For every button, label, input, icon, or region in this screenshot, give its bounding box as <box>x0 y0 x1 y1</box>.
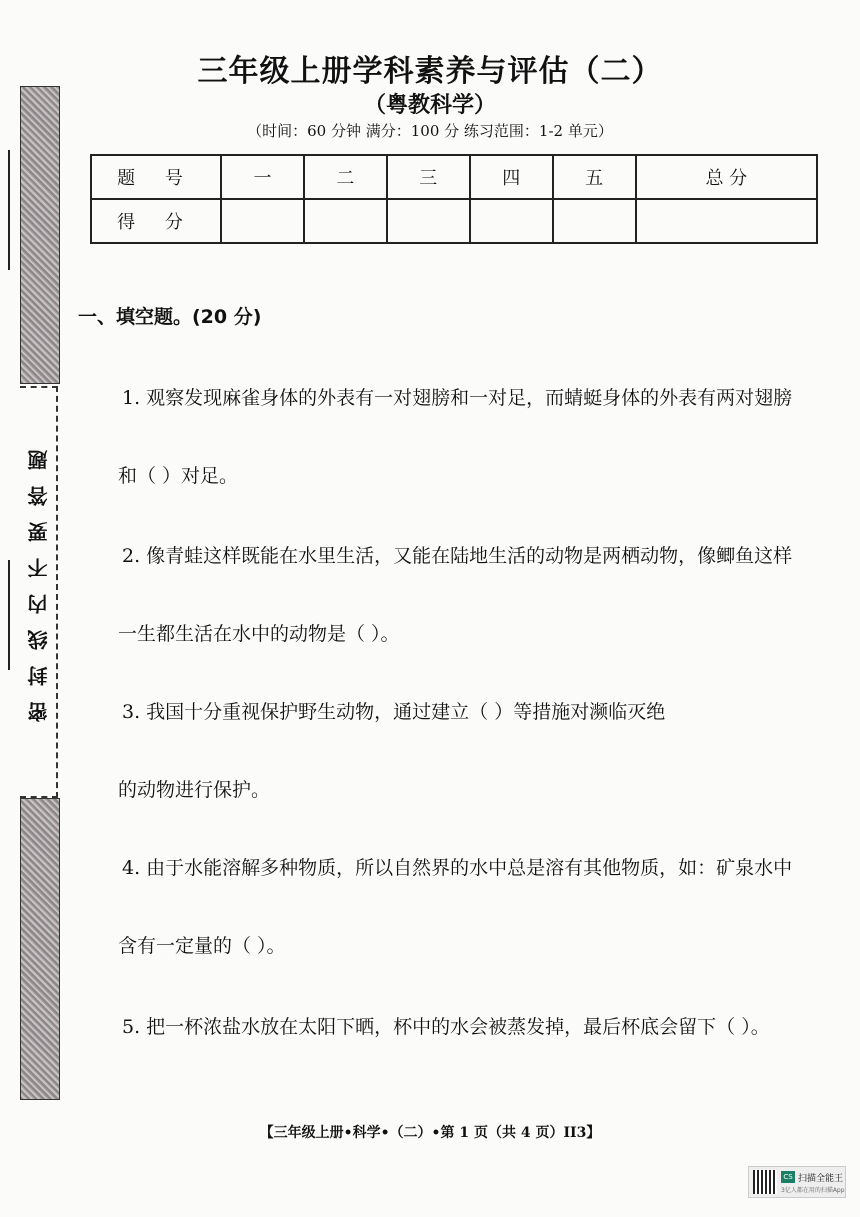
score-cell[interactable] <box>221 199 304 243</box>
column-header: 总 分 <box>636 155 817 199</box>
scanner-watermark <box>748 1166 846 1198</box>
score-header-row <box>91 155 817 199</box>
question-3-line1: 3. 我国十分重视保护野生动物，通过建立（ ）等措施对濒临灭绝 <box>122 701 666 723</box>
question-3-line2: 的动物进行保护。 <box>118 779 271 801</box>
question-4-line1: 4. 由于水能溶解多种物质，所以自然界的水中总是溶有其他物质，如：矿泉水中 <box>122 857 793 879</box>
score-cell[interactable] <box>470 199 553 243</box>
question-2-line2: 一生都生活在水中的动物是（ ）。 <box>118 623 400 645</box>
question-1-line1: 1. 观察发现麻雀身体的外表有一对翅膀和一对足，而蜻蜓身体的外表有两对翅膀 <box>122 387 793 409</box>
score-value-row <box>91 199 817 243</box>
score-cell[interactable] <box>304 199 387 243</box>
binding-texture <box>20 798 60 1100</box>
page-title: 三年级上册学科素养与评估（二） <box>197 54 663 89</box>
scanner-logo: CS <box>781 1171 795 1183</box>
qr-code-icon <box>753 1170 777 1194</box>
question-1-line2: 和（ ）对足。 <box>118 465 239 487</box>
page-footer: 【三年级上册•科学•（二）•第 1 页（共 4 页）II3】 <box>259 1125 601 1141</box>
column-header: 四 <box>470 155 553 199</box>
exam-info: （时间：60 分钟 满分：100 分 练习范围：1-2 单元） <box>247 122 613 140</box>
seal-text: 密封线内不要答题 <box>27 434 51 722</box>
scanner-tagline: 3亿人都在用的扫描App <box>781 1187 845 1194</box>
page-subtitle: （粤教科学） <box>363 93 496 118</box>
binding-strip <box>20 86 58 1098</box>
column-header: 五 <box>553 155 636 199</box>
question-4-line2: 含有一定量的（ ）。 <box>118 935 286 957</box>
question-5-line1: 5. 把一杯浓盐水放在太阳下晒，杯中的水会被蒸发掉，最后杯底会留下（ ）。 <box>122 1016 770 1038</box>
score-cell[interactable] <box>387 199 470 243</box>
column-header: 三 <box>387 155 470 199</box>
score-cell[interactable] <box>636 199 817 243</box>
column-header: 一 <box>221 155 304 199</box>
section-heading: 一、填空题。(20 分) <box>78 306 262 328</box>
question-2-line1: 2. 像青蛙这样既能在水里生活，又能在陆地生活的动物是两栖动物，像鲫鱼这样 <box>122 545 793 567</box>
score-table <box>90 154 818 244</box>
seal-line <box>20 386 58 798</box>
row-label: 得 分 <box>91 199 221 243</box>
margin-line <box>8 150 10 270</box>
scanner-name: 扫描全能王 <box>798 1174 844 1184</box>
column-header: 二 <box>304 155 387 199</box>
margin-line <box>8 560 10 670</box>
row-label: 题 号 <box>91 155 221 199</box>
score-cell[interactable] <box>553 199 636 243</box>
